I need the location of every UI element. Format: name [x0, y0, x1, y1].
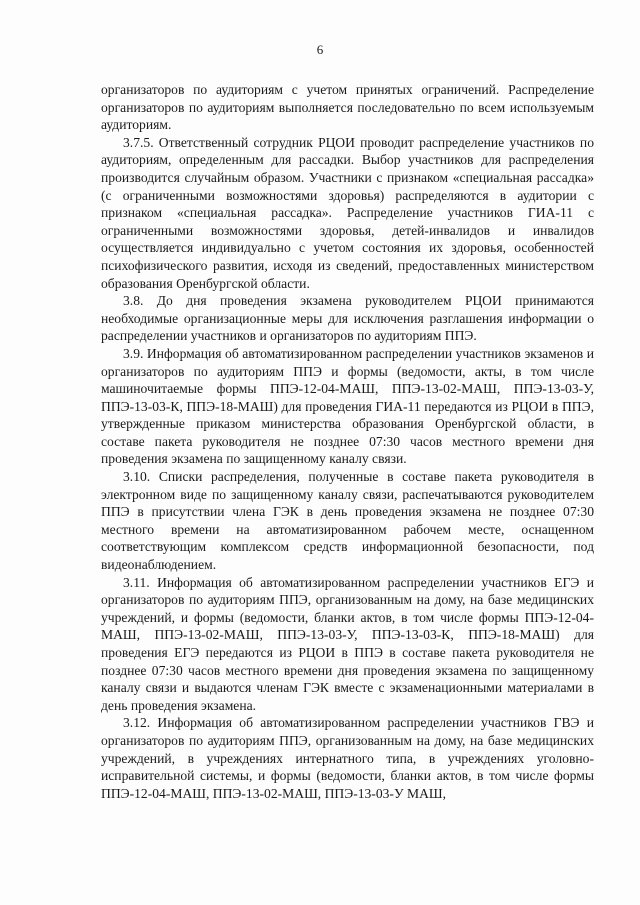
paragraph-3-7-5: 3.7.5. Ответственный сотрудник РЦОИ проводит распределение участников по аудиториям, определенным для рассадки. Выбор участников для распределения производится случайным образом. Участники с признаком «специальная рассадка» (с ограниченными возможностями здоровья) распределяются в аудитории с признаком «специальная рассадка». Распределение участников ГИА-11 с ограниченными возможностями здоровья, детей-инвалидов и инвалидов осуществляется индивидуально с учетом состояния их здоровья, особенностей психофизического развития, исходя из сведений, предоставленных министерством образования Оренбургской области.: [101, 134, 594, 291]
paragraph-3-10: 3.10. Списки распределения, полученные в составе пакета руководителя в электронном виде по защищенному каналу связи, распечатываются руководителем ППЭ в присутствии члена ГЭК в день проведения экзамена не позднее 07:30 местного времени на автоматизированном рабочем месте, оснащенном соответствующим комплексом средств информационной безопасности, под видеонаблюдением.: [101, 469, 594, 573]
paragraph-3-9: 3.9. Информация об автоматизированном распределении участников экзаменов и организаторов по аудиториям ППЭ и формы (ведомости, акты, в том числе машиночитаемые формы ППЭ-12-04-МАШ, ППЭ-13-02-МАШ, ППЭ-13-03-У, ППЭ-13-03-К, ППЭ-18-МАШ) для проведения ГИА-11 передаются из РЦОИ в ППЭ, утвержденные приказом министерства образования Оренбургской области, в составе пакета руководителя не позднее 07:30 часов местного времени дня проведения экзамена по защищенному каналу связи.: [101, 345, 594, 467]
page-number: 6: [316, 42, 324, 57]
paragraph-continuation: организаторов по аудиториям с учетом принятых ограничений. Распределение организаторов по аудиториям выполняется последовательно по всем используемым аудиториям.: [101, 82, 594, 133]
paragraph-3-11: 3.11. Информация об автоматизированном распределении участников ЕГЭ и организаторов по аудиториям ППЭ, организованным на дому, на базе медицинских учреждений, и формы (ведомости, бланки актов, в том числе формы ППЭ-12-04-МАШ, ППЭ-13-02-МАШ, ППЭ-13-03-У, ППЭ-13-03-К, ППЭ-18-МАШ) для проведения ЕГЭ передаются из РЦОИ в ППЭ в составе пакета руководителя не позднее 07:30 часов местного времени дня проведения экзамена по защищенному каналу связи и выдаются членам ГЭК вместе с экзаменационными материалами в день проведения экзамена.: [101, 574, 594, 713]
paragraph-3-8: 3.8. До дня проведения экзамена руководителем РЦОИ принимаются необходимые организационные меры для исключения разглашения информации о распределении участников и организаторов по аудиториям ППЭ.: [101, 293, 594, 344]
document-body: [101, 81, 594, 802]
paragraph-3-12: 3.12. Информация об автоматизированном распределении участников ГВЭ и организаторов по аудиториям ППЭ, организованным на дому, на базе медицинских учреждений, в учреждениях интернатного типа, в учреждениях уголовно-исправительной системы, и формы (ведомости, бланки актов, в том числе формы ППЭ-12-04-МАШ, ППЭ-13-02-МАШ, ППЭ-13-03-У МАШ,: [101, 715, 594, 801]
